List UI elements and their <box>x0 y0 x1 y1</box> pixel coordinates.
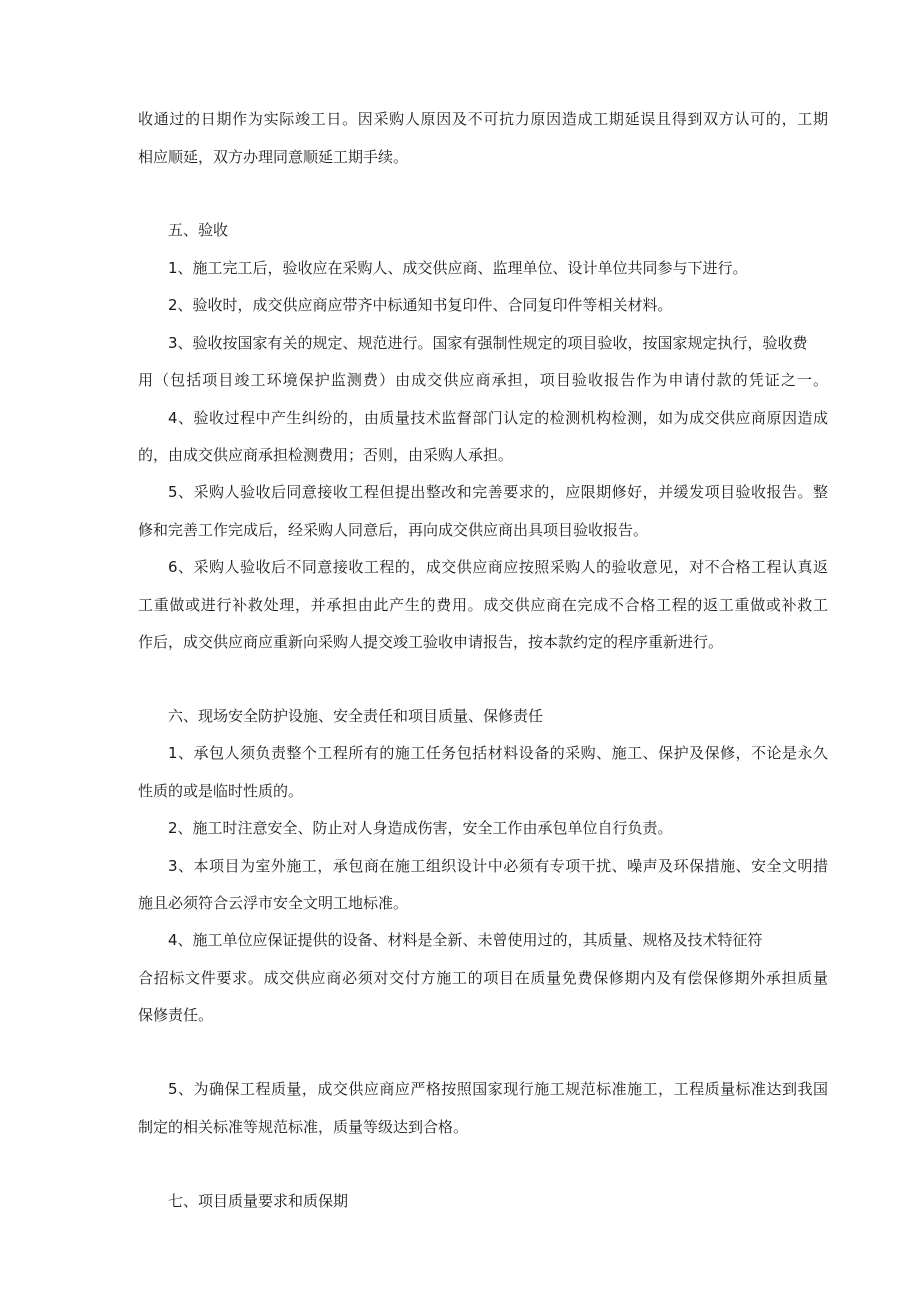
text-line: 施且必须符合云浮市安全文明工地标准。 <box>138 894 409 912</box>
text-line: 4、施工单位应保证提供的设备、材料是全新、未曾使用过的，其质量、规格及技术特征符 <box>168 931 763 949</box>
text-line: 相应顺延，双方办理同意顺延工期手续。 <box>138 148 409 166</box>
text-line: 用（包括项目竣工环境保护监测费）由成交供应商承担，项目验收报告作为申请付款的凭证之一。 <box>138 371 828 389</box>
section-heading: 七、项目质量要求和质保期 <box>168 1192 349 1210</box>
section-heading: 六、现场安全防护设施、安全责任和项目质量、保修责任 <box>168 707 544 725</box>
text-line: 保修责任。 <box>138 1006 214 1024</box>
text-line: 的，由成交供应商承担检测费用；否则，由采购人承担。 <box>138 446 514 464</box>
text-line: 收通过的日期作为实际竣工日。因采购人原因及不可抗力原因造成工期延误且得到双方认可的，工期 <box>138 110 828 128</box>
text-line: 2、验收时，成交供应商应带齐中标通知书复印件、合同复印件等相关材料。 <box>168 296 673 314</box>
text-line: 制定的相关标准等规范标准，质量等级达到合格。 <box>138 1118 469 1136</box>
text-line: 6、采购人验收后不同意接收工程的，成交供应商应按照采购人的验收意见，对不合格工程认真返 <box>168 558 828 576</box>
section-heading: 五、验收 <box>168 221 229 239</box>
text-line: 合招标文件要求。成交供应商必须对交付方施工的项目在质量免费保修期内及有偿保修期外承担质量 <box>138 969 828 987</box>
text-line: 作后，成交供应商应重新向采购人提交竣工验收申请报告，按本款约定的程序重新进行。 <box>138 633 724 651</box>
text-line: 1、施工完工后，验收应在采购人、成交供应商、监理单位、设计单位共同参与下进行。 <box>168 259 748 277</box>
text-line: 1、承包人须负责整个工程所有的施工任务包括材料设备的采购、施工、保护及保修，不论是永久 <box>168 744 828 762</box>
text-line: 2、施工时注意安全、防止对人身造成伤害，安全工作由承包单位自行负责。 <box>168 819 673 837</box>
text-line: 修和完善工作完成后，经采购人同意后，再向成交供应商出具项目验收报告。 <box>138 521 649 539</box>
text-line: 5、为确保工程质量，成交供应商应严格按照国家现行施工规范标准施工，工程质量标准达到我国 <box>168 1080 828 1098</box>
text-line: 4、验收过程中产生纠纷的，由质量技术监督部门认定的检测机构检测，如为成交供应商原因造成 <box>168 409 828 427</box>
text-line: 工重做或进行补救处理，并承担由此产生的费用。成交供应商在完成不合格工程的返工重做或补救工 <box>138 596 828 614</box>
text-line: 3、验收按国家有关的规定、规范进行。国家有强制性规定的项目验收，按国家规定执行，验收费 <box>168 334 808 352</box>
text-line: 3、本项目为室外施工，承包商在施工组织设计中必须有专项干扰、噪声及环保措施、安全文明措 <box>168 857 828 875</box>
text-line: 性质的或是临时性质的。 <box>138 782 304 800</box>
text-line: 5、采购人验收后同意接收工程但提出整改和完善要求的，应限期修好，并缓发项目验收报告。整 <box>168 483 828 501</box>
